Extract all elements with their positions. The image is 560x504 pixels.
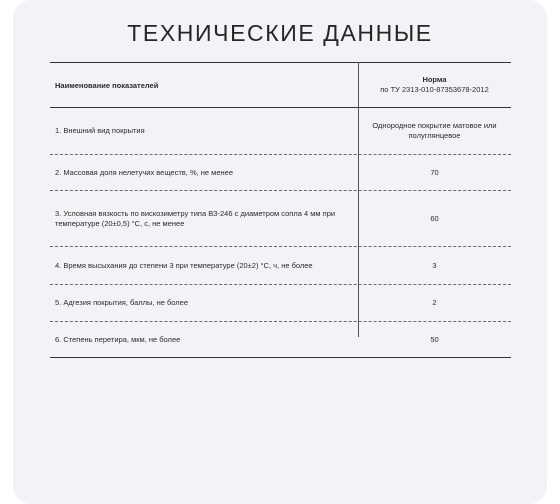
table-row [50,190,511,246]
table-row [50,154,511,190]
row-name: 1. Внешний вид покрытия [55,126,145,135]
spec-table [50,62,511,358]
table-body [50,108,511,357]
row-name: 6. Степень перетира, мкм, не более [55,334,181,344]
spec-card [13,0,547,504]
table-bottom-rule [50,357,511,358]
row-value: 2 [432,298,437,307]
header-name-col: Наименование показателей [55,80,159,90]
column-divider [358,62,359,337]
row-value: Однородное покрытие матовое или полуглянцевое [372,121,497,140]
table-row [50,321,511,357]
row-value: 50 [430,334,439,344]
row-name: 3. Условная вязкость по вискозиметру типа ВЗ-246 с диаметром сопла 4 мм при температуре (20±0,5) °С, с, не менее [55,208,336,228]
header-norm-col [358,75,511,95]
row-name: 5. Адгезия покрытия, баллы, не более [55,298,189,307]
row-value: 60 [430,213,439,223]
row-value: 70 [430,167,439,177]
row-name: 2. Массовая доля нелетучих веществ, %, не менее [55,167,233,177]
row-value: 3 [432,260,437,270]
table-row [50,246,511,284]
table-header [50,63,511,107]
page-title: ТЕХНИЧЕСКИЕ ДАННЫЕ [127,20,433,46]
header-norm-line1: Норма [422,75,447,84]
row-name: 4. Время высыхания до степени 3 при температуре (20±2) °С, ч, не более [55,260,313,270]
table-row [50,284,511,321]
table-row [50,108,511,154]
header-norm-line2: по ТУ 2313-010-87353678-2012 [380,85,489,94]
